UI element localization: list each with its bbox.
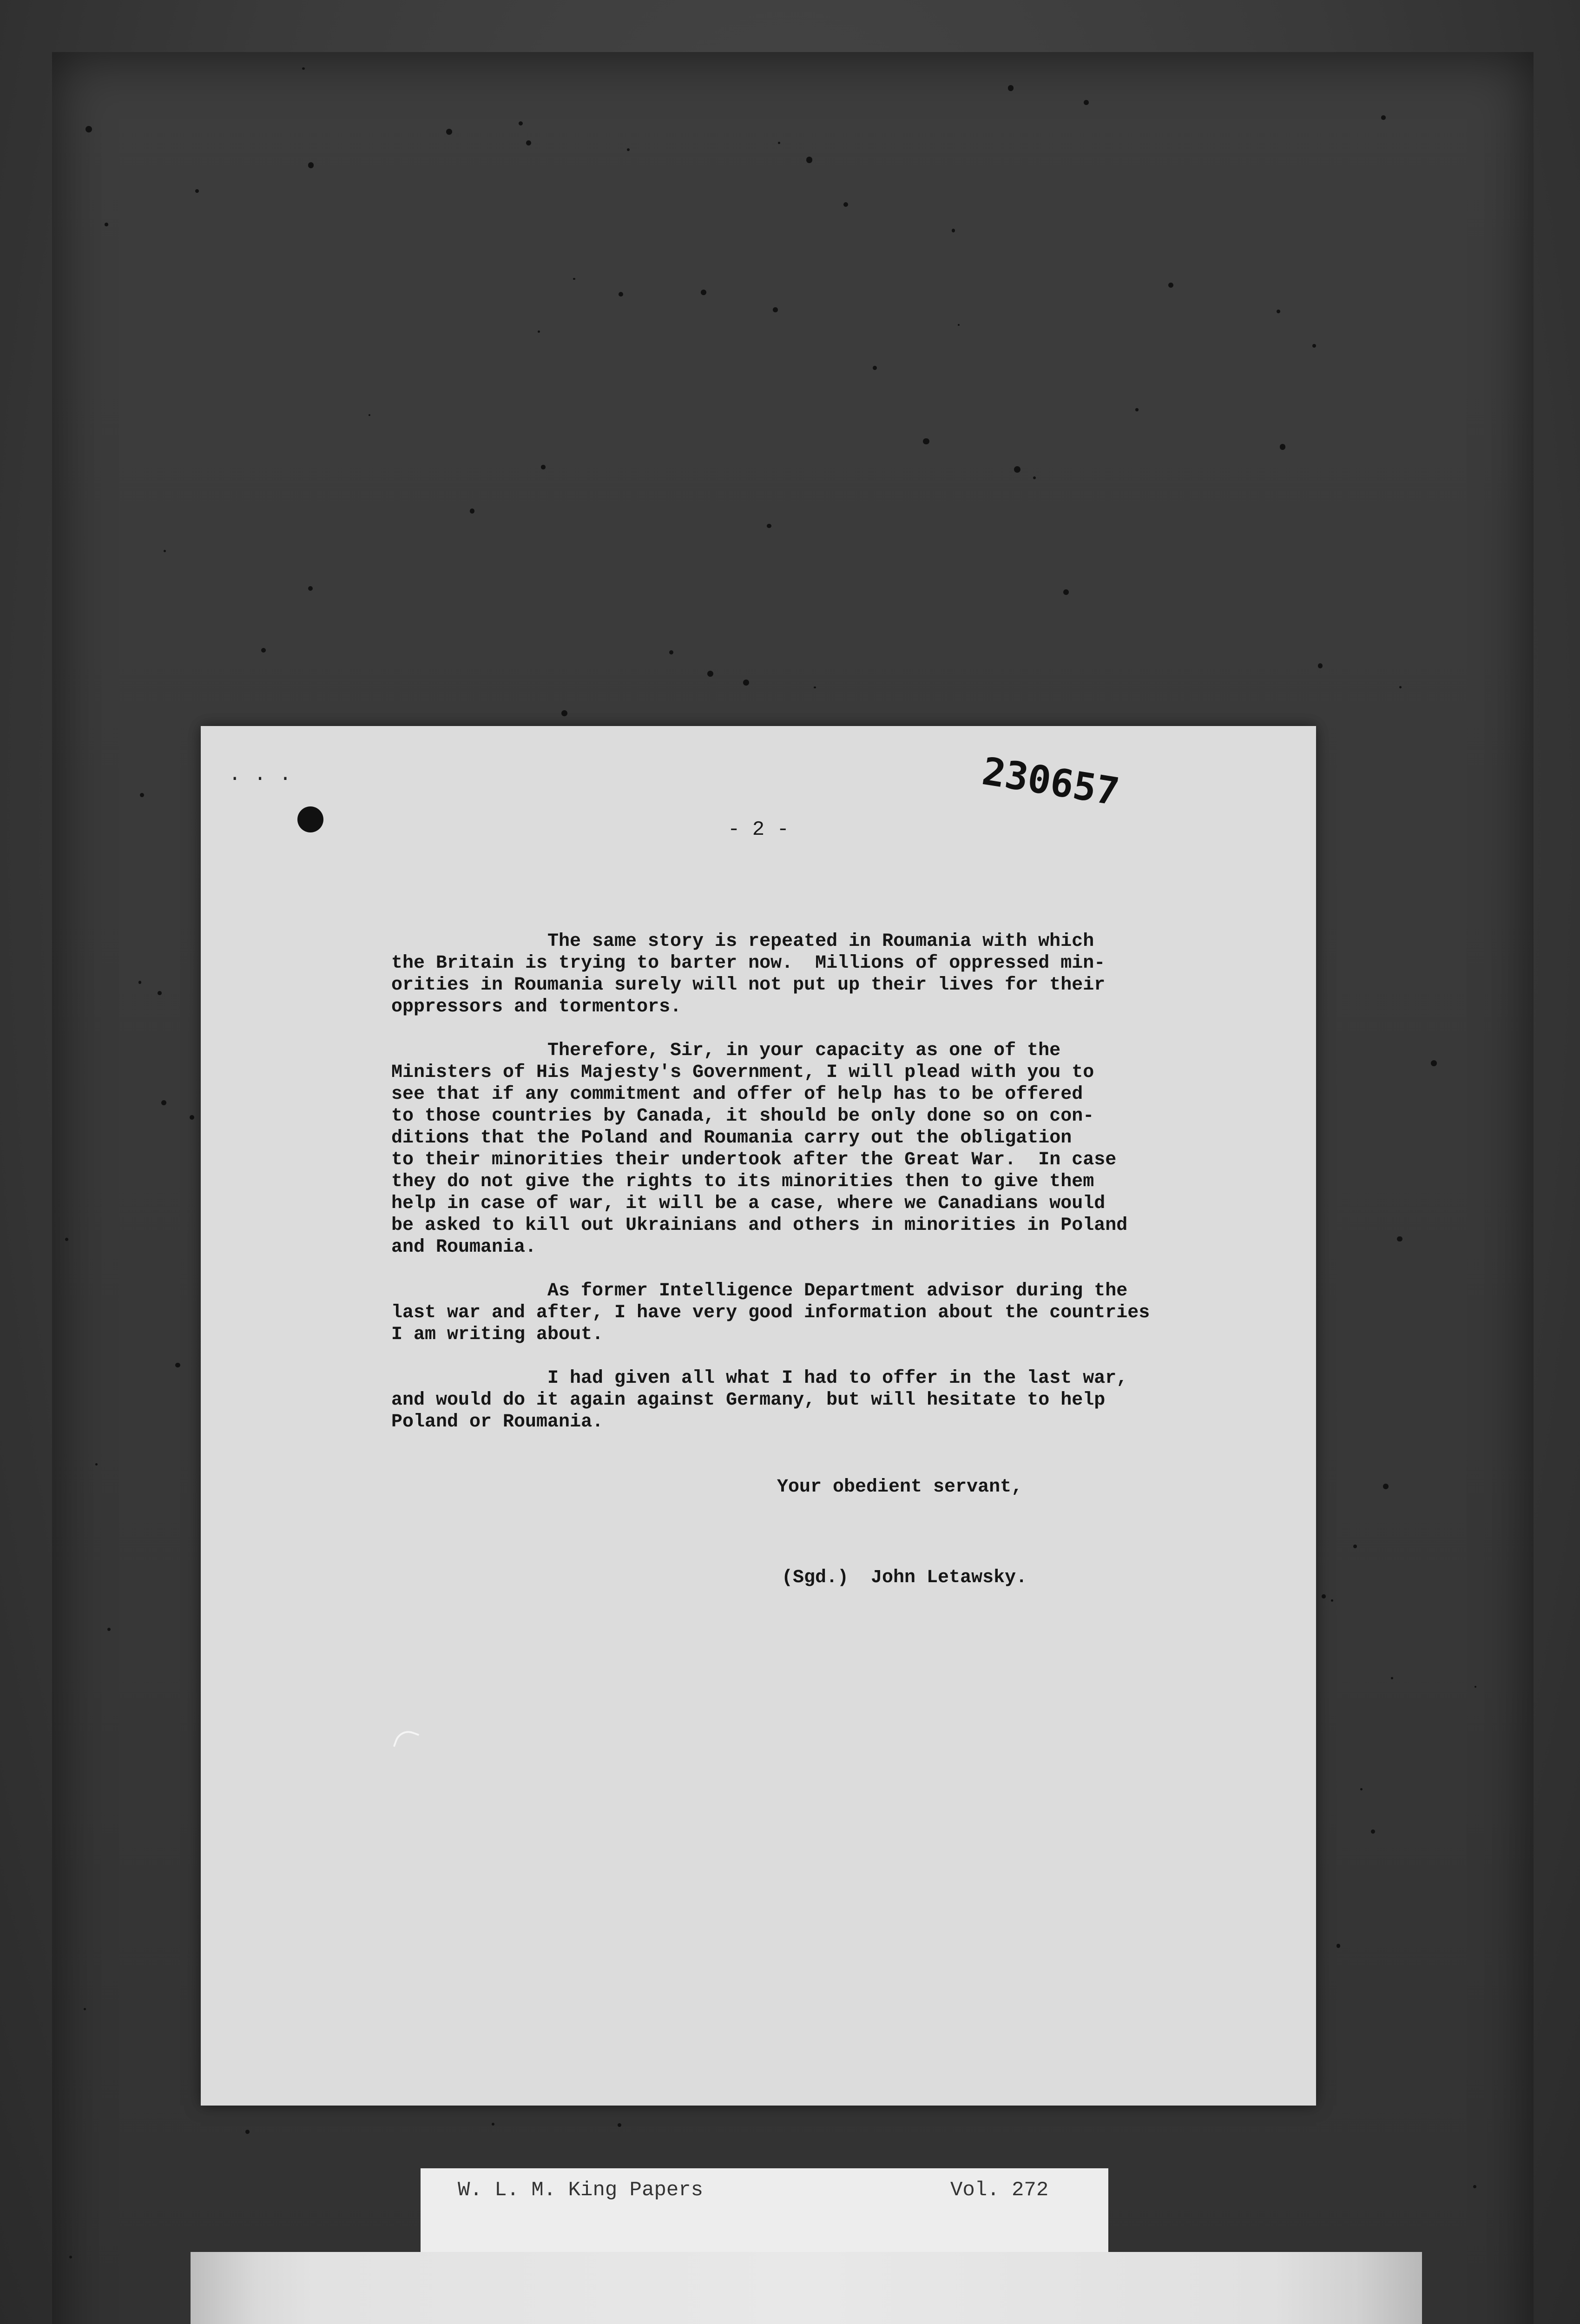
film-speck — [806, 157, 813, 163]
text-line: they do not give the rights to its minorities then to give them — [391, 1171, 1094, 1192]
film-speck — [1063, 589, 1069, 595]
film-speck — [470, 508, 475, 514]
letter-body — [391, 931, 1251, 1455]
card-edge-right — [1352, 2252, 1422, 2324]
text-line: I had given all what I had to offer in the last war, — [547, 1368, 1128, 1389]
film-speck — [1336, 1944, 1340, 1948]
film-speck — [873, 366, 877, 370]
paragraph — [391, 1040, 1251, 1258]
paragraph — [391, 931, 1251, 1018]
text-line: I am writing about. — [391, 1324, 604, 1345]
signature-line: (Sgd.) John Letawsky. — [782, 1567, 1027, 1588]
film-speck — [778, 142, 780, 144]
card-edge-left — [191, 2252, 256, 2324]
film-speck — [743, 680, 749, 686]
film-speck — [140, 793, 144, 797]
corner-marks: ... — [229, 763, 305, 786]
film-speck — [138, 981, 141, 984]
film-speck — [541, 465, 545, 469]
film-speck — [69, 2256, 72, 2258]
film-speck — [245, 2130, 250, 2134]
text-line: ditions that the Poland and Roumania carry out the obligation — [391, 1128, 1072, 1149]
collection-name: W. L. M. King Papers — [458, 2179, 704, 2202]
film-speck — [843, 202, 848, 207]
text-line: see that if any commitment and offer of help has to be offered — [391, 1084, 1083, 1105]
film-speck — [958, 324, 960, 326]
film-speck — [302, 67, 304, 70]
letter-page — [201, 726, 1316, 2106]
collection-label — [421, 2168, 1108, 2257]
film-speck — [1135, 408, 1138, 411]
text-line: Poland or Roumania. — [391, 1412, 604, 1433]
film-speck — [773, 307, 778, 312]
film-speck — [158, 991, 162, 995]
film-speck — [1322, 1594, 1326, 1598]
film-speck — [86, 126, 92, 132]
paragraph — [391, 1280, 1251, 1346]
film-speck — [1331, 1599, 1333, 1602]
film-speck — [814, 687, 816, 689]
film-speck — [952, 229, 955, 232]
text-line: The same story is repeated in Roumania with which — [547, 931, 1094, 952]
film-speck — [190, 1115, 194, 1120]
film-speck — [1381, 115, 1386, 120]
text-line: and would do it again against Germany, but will hesitate to help — [391, 1390, 1106, 1411]
text-line: As former Intelligence Department advisor during the — [547, 1281, 1128, 1301]
stamp-number: 230657 — [979, 749, 1122, 815]
text-line: Therefore, Sir, in your capacity as one of the — [547, 1040, 1061, 1061]
paragraph — [391, 1367, 1251, 1433]
film-speck — [95, 1463, 98, 1466]
film-speck — [619, 292, 623, 297]
archive-card — [191, 2252, 1422, 2324]
page-number: - 2 - — [727, 818, 790, 841]
film-scratch — [393, 1727, 419, 1753]
text-line: to their minorities their undertook after the Great War. In case — [391, 1149, 1117, 1170]
closing-line: Your obedient servant, — [777, 1477, 1023, 1498]
film-speck — [1280, 444, 1285, 449]
text-line: and Roumania. — [391, 1237, 537, 1258]
film-speck — [1397, 1236, 1402, 1242]
film-speck — [1318, 663, 1323, 668]
text-line: Ministers of His Majesty's Government, I will plead with you to — [391, 1062, 1094, 1083]
text-line: to those countries by Canada, it should be only done so on con- — [391, 1106, 1094, 1127]
text-line: last war and after, I have very good information about the countries — [391, 1302, 1150, 1323]
film-speck — [105, 223, 108, 226]
film-speck — [561, 710, 567, 716]
text-line: be asked to kill out Ukrainians and others in minorities in Poland — [391, 1215, 1128, 1236]
film-speck — [65, 1238, 68, 1241]
film-speck — [1383, 1484, 1389, 1489]
film-speck — [1475, 1686, 1476, 1688]
film-speck — [446, 129, 452, 135]
text-line: the Britain is trying to barter now. Millions of oppressed min- — [391, 953, 1106, 974]
text-line: help in case of war, it will be a case, where we Canadians would — [391, 1193, 1106, 1214]
volume-number: Vol. 272 — [950, 2179, 1049, 2202]
text-line: orities in Roumania surely will not put up their lives for their — [391, 975, 1106, 996]
text-line: oppressors and tormentors. — [391, 997, 682, 1017]
film-speck — [308, 162, 314, 168]
film-speck — [1431, 1060, 1437, 1066]
